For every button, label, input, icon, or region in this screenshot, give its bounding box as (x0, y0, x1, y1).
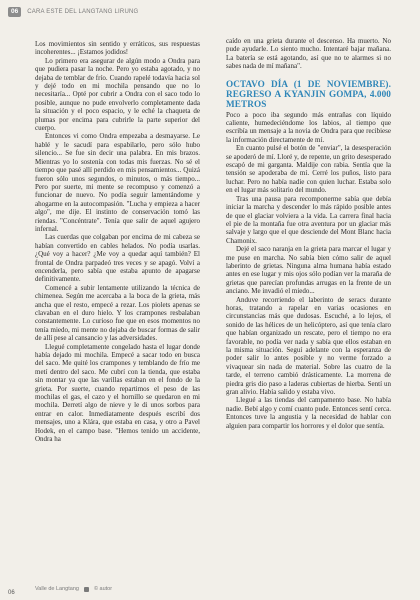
paragraph: Entonces vi como Ondra empezaba a desmayarse. Le hablé y le sacudí para espabilarlo, pero sólo hubo silencio... Se fue sin decir una palabra. En mis brazos. Mientras yo lo sostenía con todas mis fuerzas. No sé el tiempo que pasé allí perdido en mis pensamientos... Quizá fueron sólo unos segundos, o minutos, o más tiempo... Pero por suerte, mi mente se recompuso y comenzó a funcionar de nuevo. No podía seguir lamentándome y ahogarme en la autocompasión. "Lucha y empieza a hacer algo", me dije. El instinto de conservación tomó las riendas. "Concéntrate". Tenía que salir de aquel agujero infernal. (35, 132, 200, 233)
section-heading: OCTAVO DÍA (1 DE NOVIEMBRE). REGRESO A KYANJIN GOMPA, 4.000 METROS (226, 78, 391, 109)
paragraph: En cuanto pulsé el botón de "enviar", la desesperación se apoderó de mí. Lloré y, de repente, un grito desesperado escapó de mi garganta. Maldije con rabia. Sentía que la tensión se apoderaba de mí. Cerré los puños, listo para luchar. Pero no había nadie con quien luchar. Estaba solo en el lugar más solitario del mundo. (226, 144, 391, 195)
paragraph: Lo primero era asegurar de algún modo a Ondra para que pudiera pasar la noche. Pero yo estaba agotado, y no dejaba de temblar de frío. Cuando rapelé todavía hacia sol y dejé todo en mi mochila pensando que no lo necesitaría... Opté por cubrir a Ondra con el saco todo lo posible, aunque no pude envolverlo completamente dada la situación y el poco espacio, y le eché la chaqueta de plumas por encima para cubrirle la parte superior del cuerpo. (35, 56, 200, 133)
running-header (8, 5, 412, 19)
running-title: CARA ESTE DEL LANGTANG LIRUNG (27, 9, 139, 15)
right-column (226, 37, 391, 430)
paragraph: Poco a poco iba segundo más entrañas con líquido caliente, humedeciéndome los labios, al tiempo que escribía un mensaje a la novia de Ondra para que recibiese la información directamente de mí. (226, 110, 391, 144)
paragraph: Anduve recorriendo el laberinto de seracs durante horas, tratando a rapelar en varias ocasiones en circunstancias más que dudosas. Escuché, a lo lejos, el sonido de las hélices de un helicóptero, así que tenía claro que habían organizado un rescate, pero el tiempo no era favorable, no podía ver nada y sabía que ellos estaban en la misma situación. Seguí adelante con la esperanza de poder salir lo antes posible y no verme forzado a vivaquear sin nada de material. Sobre las cuatro de la tarde, el terreno cambió drásticamente. La morrena de piedra gris dio paso a laderas cubiertas de hierba. Sentí un gran alivio. Había salido y estaba vivo. (226, 295, 391, 397)
paragraph: Comencé a subir lentamente utilizando la técnica de chimenea. Según me acercaba a la boca de la grieta, más ancha que el resto, empecé a rezar. Los piolets apenas se clavaban en el duro hielo. Y los crampones resbalaban constantemente. Lo curioso fue que en esos momentos no tenía miedo, mi mente no dejaba de buscar formas de salir de allí pese al cansancio y las adversidades. (35, 283, 200, 343)
bottom-page-number: 06 (8, 590, 15, 596)
page-footer (35, 586, 112, 592)
left-column (35, 40, 200, 444)
paragraph: Los movimientos sin sentido y erráticos, sus respuestas incoherentes... ¡Estamos jodidos! (35, 40, 200, 57)
paragraph: Llegué completamente congelado hasta el lugar donde había dejado mi mochila. Empecé a sacar todo en busca del saco. Me quité los crampones y temblando de frío me metí dentro del saco. Me cubrí con la tienda, que estaba sin montar ya que las varillas estaban en el fondo de la grieta. Por suerte, cuando repartimos el peso de las mochilas el gas, el cazo y el hornillo se quedaron en mi mochila. Derretí algo de nieve y le di unos sorbos para entrar en calor. Inmediatamente después escribí dos mensajes, uno a Klára, que estaba en casa, y otro a Pavel Hodek, en el campo base. "Hemos tenido un accidente, Ondra ha (35, 342, 200, 444)
paragraph: Dejé el saco naranja en la grieta para marcar el lugar y me puse en marcha. No sabía bien cómo salir de aquel laberinto de grietas. Ninguna alma humana había estado antes en ese lugar y mis ojos sólo podían ver la maraña de grietas que parecían profundas arrugas en la frente de un anciano. Me invadió el miedo... (226, 245, 391, 296)
paragraph: caído en una grieta durante el descenso. Ha muerto. No pude ayudarle. Lo siento mucho. Intentaré bajar mañana. La batería se está agotando, así que no te alarmes si no sabes nada de mí mañana". (226, 37, 391, 71)
footer-credit: © autor (93, 586, 113, 592)
footer-caption: Valle de Langtang (35, 586, 79, 592)
page-number-badge: 06 (8, 7, 21, 17)
paragraph: Llegué a las tiendas del campamento base. No había nadie. Bebí algo y comí cuanto pude. Entonces sentí cerca. Entonces tuve la angustia y la necesidad de hablar con alguien para compartir los horrores y el dolor que sentía. (226, 396, 391, 430)
camera-icon (84, 587, 89, 592)
paragraph: Tras una pausa para recomponerme sabía que debía iniciar la marcha y descender lo más rápido posible antes de que el glaciar volviera a la vida. La carrera final hacia el pie de la montaña fue otra aventura por un glaciar más salvaje y largo que el que desciende del Mont Blanc hacia Chamonix. (226, 194, 391, 245)
paragraph: Las cuerdas que colgaban por encima de mi cabeza se habían convertido en cables helados. No podía usarlas. ¿Qué voy a hacer? ¿Me voy a quedar aquí también? El frontal de Ondra parpadeó tres veces y se apagó. Volví a encenderla, pero sabía que estaba apunto de apagarse definitivamente. (35, 233, 200, 284)
